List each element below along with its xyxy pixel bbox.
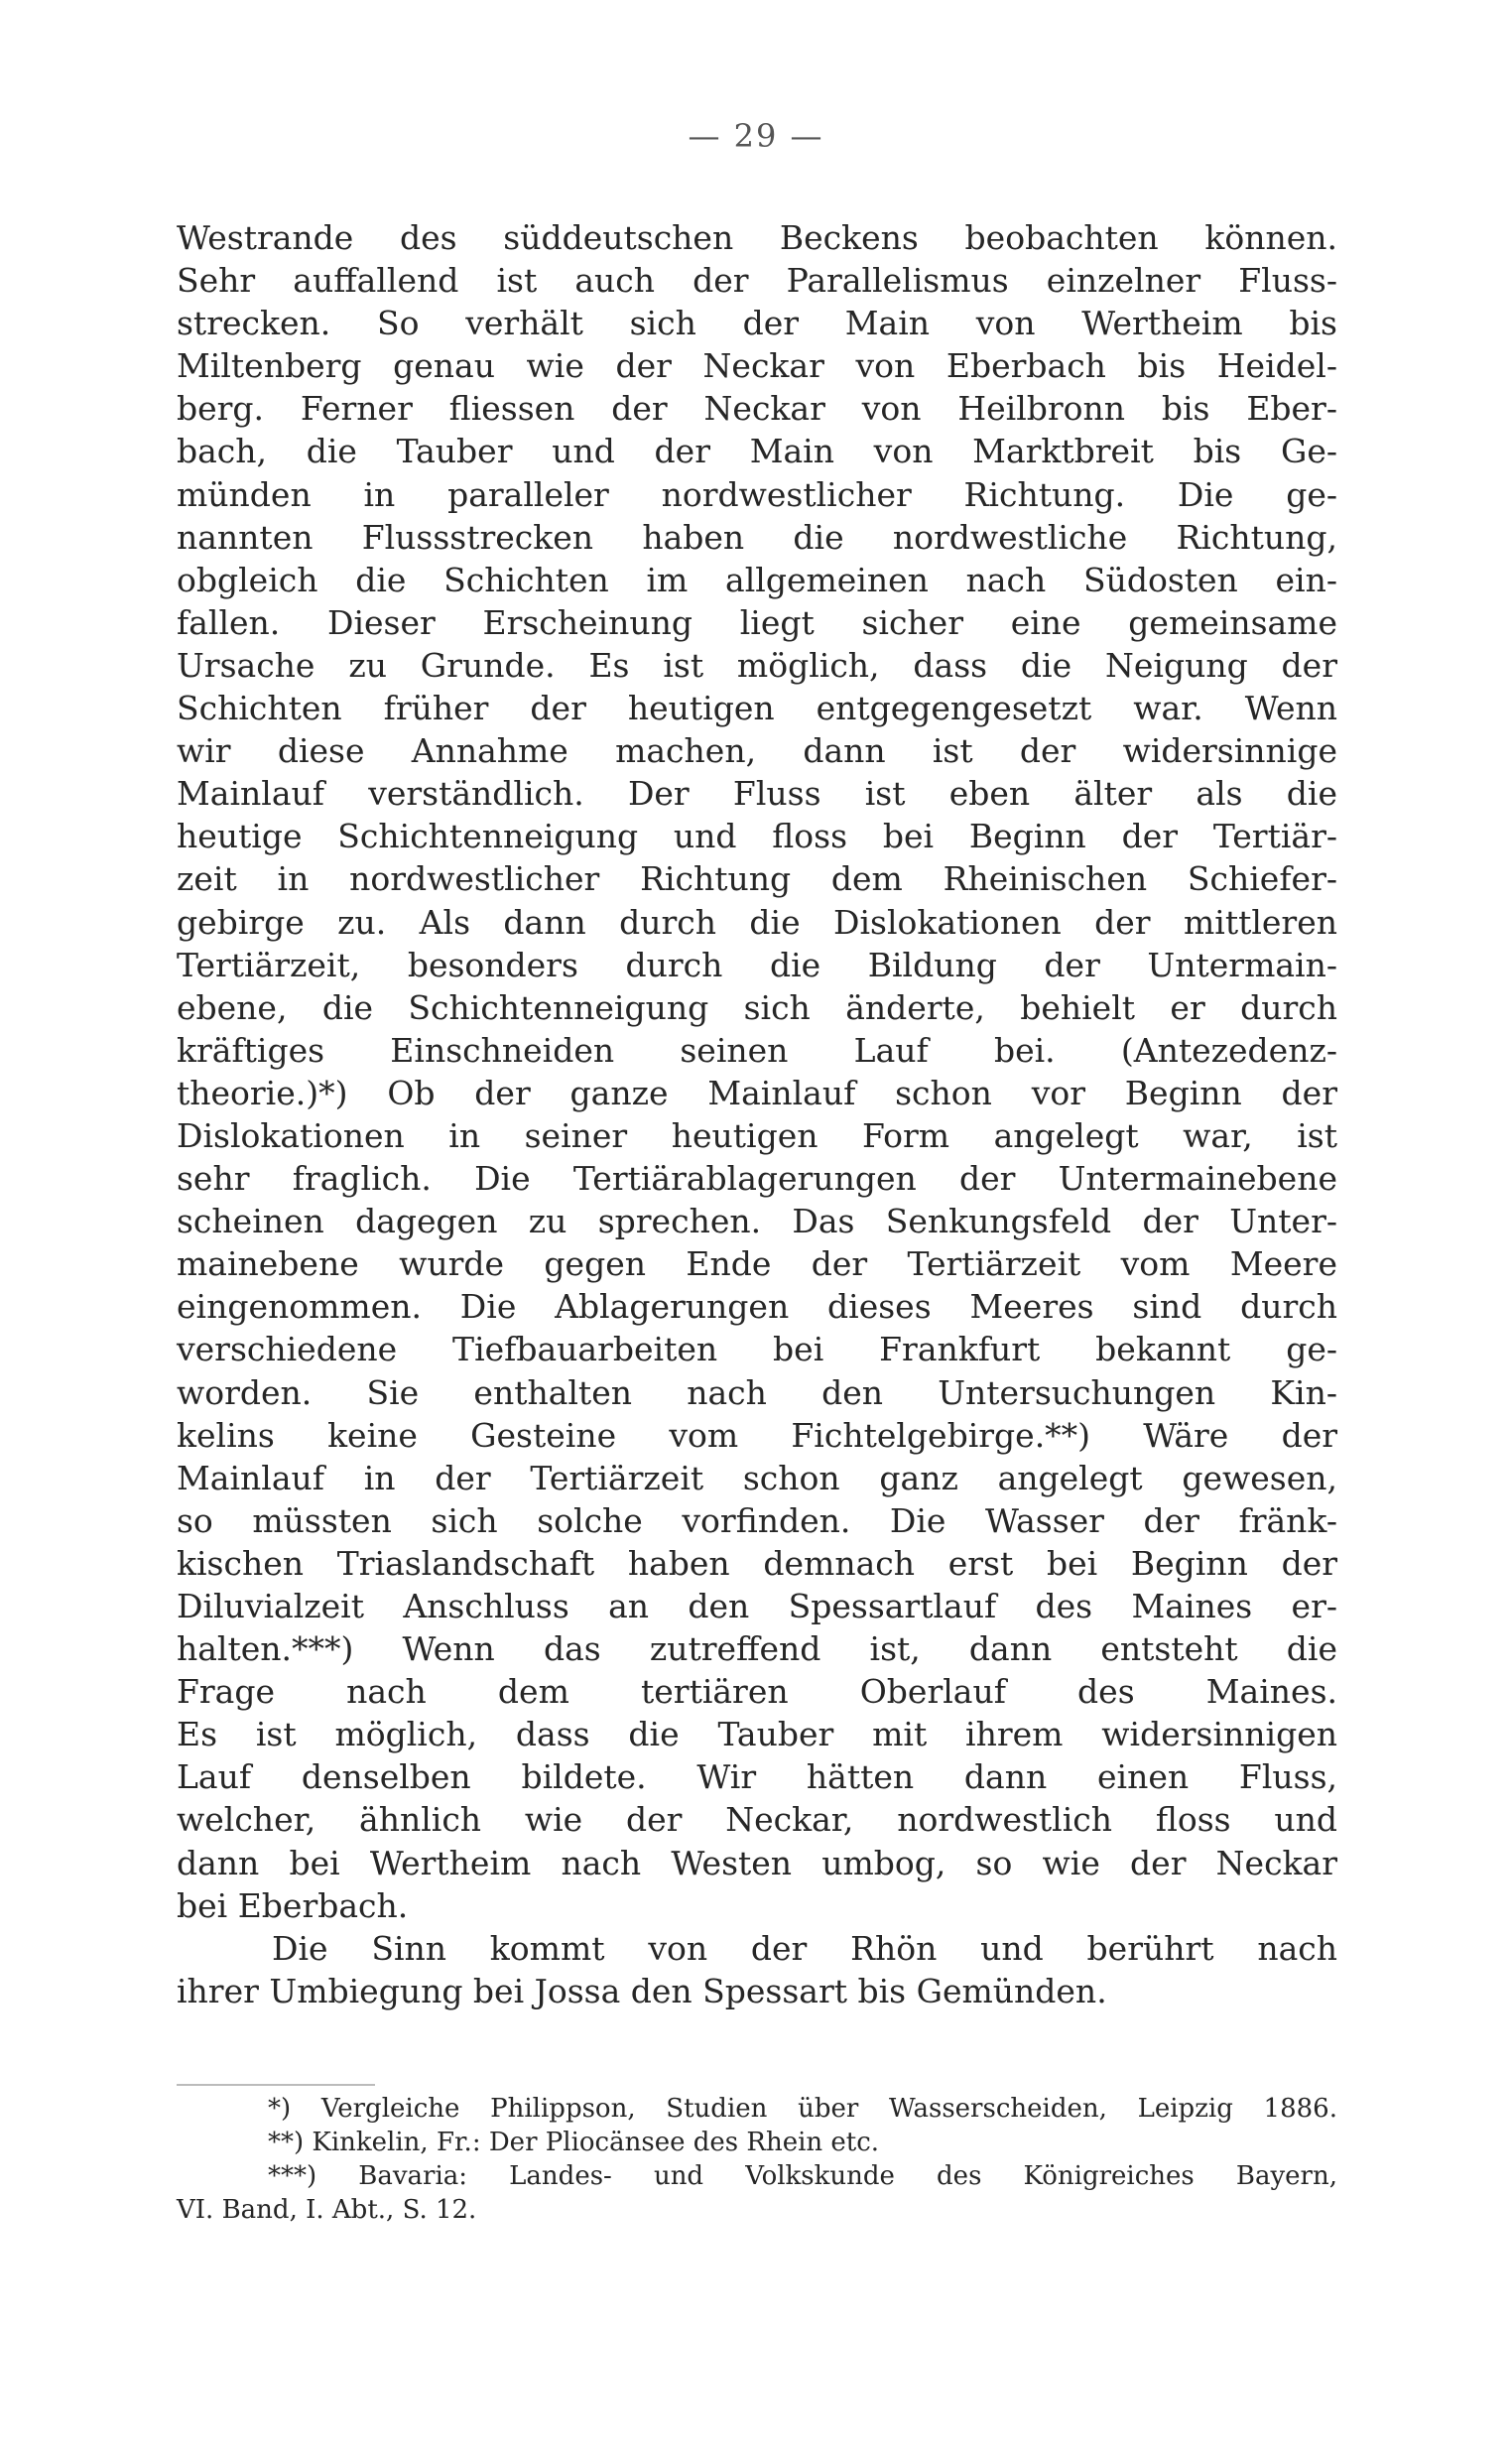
text-line: fallen. Dieser Erscheinung liegt sicher eine gemeinsame [177, 602, 1337, 642]
text-line: kräftiges Einschneiden seinen Lauf bei. (Antezedenz- [177, 1030, 1337, 1070]
text-line: Miltenberg genau wie der Neckar von Eberbach bis Heidel- [177, 346, 1337, 386]
text-line: Dislokationen in seiner heutigen Form angelegt war, ist [177, 1115, 1337, 1155]
text-line: nannten Flussstrecken haben die nordwestliche Richtung, [177, 517, 1337, 557]
text-line: Diluvialzeit Anschluss an den Spessartlauf des Maines er- [177, 1587, 1337, 1625]
text-line: Schichten früher der heutigen entgegengesetzt war. Wenn [177, 689, 1337, 728]
text-line: Westrande des süddeutschen Beckens beobachten können. [177, 218, 1337, 257]
body-text [177, 216, 1337, 2012]
text-line: welcher, ähnlich wie der Neckar, nordwestlich floss und [177, 1800, 1337, 1840]
text-line: kelins keine Gesteine vom Fichtelgebirge.**) Wäre der [177, 1415, 1337, 1455]
text-line: sehr fraglich. Die Tertiärablagerungen der Untermainebene [177, 1159, 1337, 1199]
text-line: Es ist möglich, dass die Tauber mit ihrem widersinnigen [177, 1715, 1337, 1754]
text-line: gebirge zu. Als dann durch die Dislokationen der mittleren [177, 902, 1337, 942]
text-line: heutige Schichtenneigung und floss bei Beginn der Tertiär- [177, 817, 1337, 856]
text-line: obgleich die Schichten im allgemeinen nach Südosten ein- [177, 560, 1337, 599]
text-line: Die Sinn kommt von der Rhön und berührt nach [272, 1928, 1337, 1968]
footnote: *) Vergleiche Philippson, Studien über Wasserscheiden, Leipzig 1886. [268, 2094, 1337, 2124]
text-line: Tertiärzeit, besonders durch die Bildung der Untermain- [177, 945, 1337, 984]
text-line: scheinen dagegen zu sprechen. Das Senkungsfeld der Unter- [177, 1202, 1337, 1241]
text-line: strecken. So verhält sich der Main von Wertheim bis [177, 304, 1337, 343]
text-line: eingenommen. Die Ablagerungen dieses Meeres sind durch [177, 1287, 1337, 1327]
text-line: Frage nach dem tertiären Oberlauf des Maines. [177, 1672, 1337, 1712]
footnotes [177, 2092, 1337, 2227]
text-line: ebene, die Schichtenneigung sich änderte, behielt er durch [177, 987, 1337, 1027]
text-line: bach, die Tauber und der Main von Marktbreit bis Ge- [177, 432, 1337, 471]
text-line: wir diese Annahme machen, dann ist der widersinnige [177, 731, 1337, 771]
text-line: so müssten sich solche vorfinden. Die Wasser der fränk- [177, 1500, 1337, 1540]
footnote: ***) Bavaria: Landes- und Volkskunde des Königreiches Bayern, [268, 2161, 1337, 2191]
text-line: Sehr auffallend ist auch der Parallelismus einzelner Fluss- [177, 261, 1337, 301]
text-line: kischen Triaslandschaft haben demnach erst bei Beginn der [177, 1543, 1337, 1583]
text-line: ihrer Umbiegung bei Jossa den Spessart bis Gemünden. [177, 1971, 1107, 2010]
text-line: Lauf denselben bildete. Wir hätten dann einen Fluss, [177, 1757, 1337, 1797]
footnote: VI. Band, I. Abt., S. 12. [177, 2195, 477, 2225]
text-line: worden. Sie enthalten nach den Untersuchungen Kin- [177, 1372, 1337, 1412]
text-line: Mainlauf verständlich. Der Fluss ist eben älter als die [177, 774, 1337, 814]
text-line: dann bei Wertheim nach Westen umbog, so wie der Neckar [177, 1843, 1337, 1882]
text-line: Mainlauf in der Tertiärzeit schon ganz angelegt gewesen, [177, 1458, 1337, 1497]
footnote-divider [177, 2084, 375, 2086]
text-line: berg. Ferner fliessen der Neckar von Heilbronn bis Eber- [177, 389, 1337, 429]
text-line: halten.***) Wenn das zutreffend ist, dann entsteht die [177, 1629, 1337, 1669]
text-line: Ursache zu Grunde. Es ist möglich, dass die Neigung der [177, 645, 1337, 685]
text-line: bei Eberbach. [177, 1885, 409, 1925]
text-line: verschiedene Tiefbauarbeiten bei Frankfurt bekannt ge- [177, 1330, 1337, 1369]
page-number: — 29 — [688, 117, 824, 155]
text-line: münden in paralleler nordwestlicher Richtung. Die ge- [177, 474, 1337, 514]
footnote: **) Kinkelin, Fr.: Der Pliocänsee des Rhein etc. [268, 2128, 880, 2157]
text-line: mainebene wurde gegen Ende der Tertiärzeit vom Meere [177, 1244, 1337, 1284]
text-line: theorie.)*) Ob der ganze Mainlauf schon vor Beginn der [177, 1073, 1337, 1112]
text-line: zeit in nordwestlicher Richtung dem Rheinischen Schiefer- [177, 859, 1337, 899]
